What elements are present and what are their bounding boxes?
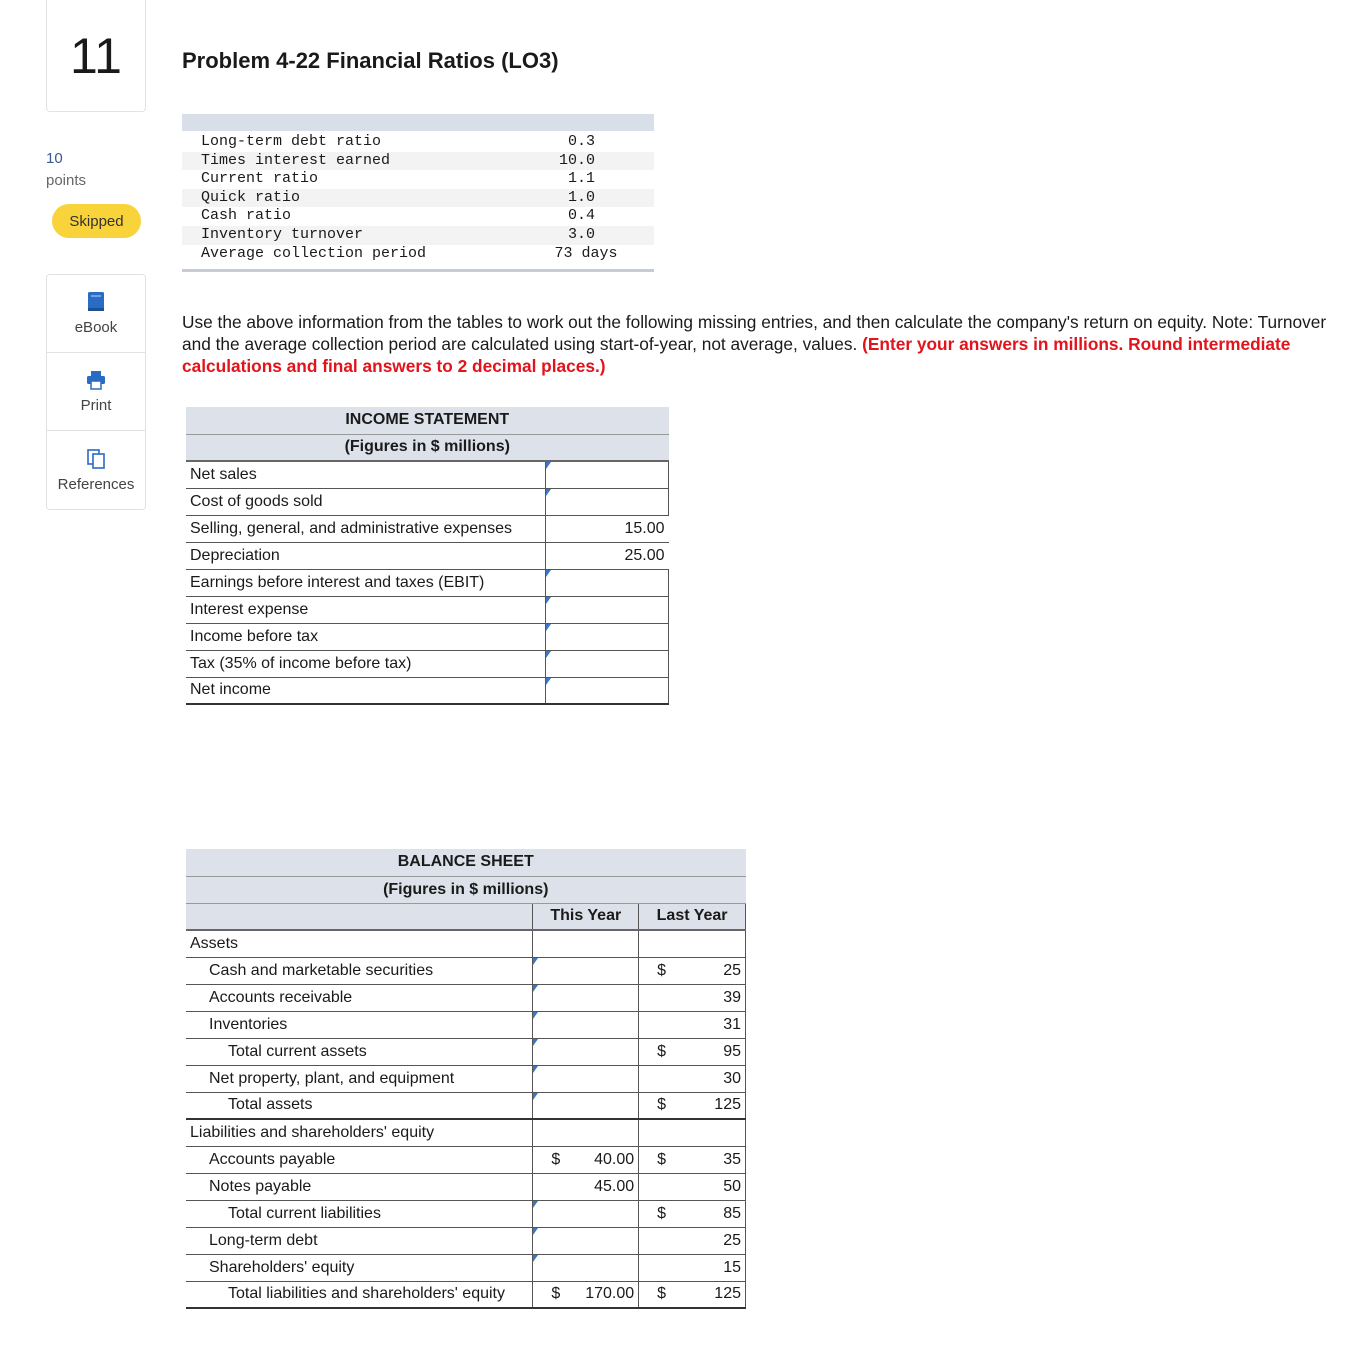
table-row — [186, 515, 669, 542]
last-year-value — [639, 1281, 746, 1308]
table-row — [186, 1173, 746, 1200]
ratio-row — [182, 226, 654, 245]
answer-field-input[interactable] — [546, 489, 668, 515]
ratio-value: 3.0 — [558, 225, 595, 243]
row-label: Accounts receivable — [186, 984, 533, 1011]
dollar-sign: $ — [657, 1285, 667, 1303]
ratio-name: Quick ratio — [201, 188, 301, 206]
table-row — [186, 984, 746, 1011]
ebook-button[interactable] — [47, 275, 145, 353]
references-label: References — [57, 475, 135, 493]
answer-field-input[interactable] — [533, 1093, 638, 1119]
last-year-value — [639, 1227, 746, 1254]
dollar-sign: $ — [657, 1204, 667, 1222]
ratio-row — [182, 207, 654, 226]
amount: 125 — [714, 1285, 741, 1303]
row-label: Selling, general, and administrative expenses — [186, 515, 546, 542]
ratio-value: 10.0 — [558, 151, 595, 169]
dollar-sign: $ — [657, 1096, 667, 1114]
table-row — [186, 1146, 746, 1173]
answer-field[interactable] — [533, 1254, 639, 1281]
table-row — [186, 677, 669, 704]
input-flag-icon — [533, 958, 538, 965]
empty-cell — [639, 1119, 746, 1146]
balance-sheet-table — [186, 849, 746, 1309]
income-statement-subtitle: (Figures in $ millions) — [186, 434, 669, 461]
last-year-value — [639, 957, 746, 984]
answer-field-input[interactable] — [546, 651, 668, 677]
ratio-value: 1.1 — [558, 170, 595, 188]
answer-field[interactable] — [546, 623, 669, 650]
page-title: Problem 4-22 Financial Ratios (LO3) — [182, 48, 559, 73]
amount: 39 — [723, 988, 741, 1006]
table-row — [186, 1092, 746, 1119]
answer-field-input[interactable] — [533, 1228, 638, 1254]
ratio-row — [182, 245, 654, 264]
empty-cell — [639, 930, 746, 957]
print-button[interactable] — [47, 353, 145, 431]
last-year-value — [639, 1011, 746, 1038]
amount: 25 — [723, 961, 741, 979]
input-flag-icon — [533, 1012, 538, 1019]
ratio-table — [182, 114, 654, 272]
instructions — [182, 311, 1354, 377]
row-label: Total current liabilities — [186, 1200, 533, 1227]
last-year-value — [639, 1065, 746, 1092]
amount: 125 — [714, 1096, 741, 1114]
answer-field[interactable] — [533, 984, 639, 1011]
row-label: Tax (35% of income before tax) — [186, 650, 546, 677]
last-year-value — [639, 1092, 746, 1119]
row-label: Depreciation — [186, 542, 546, 569]
row-label: Cost of goods sold — [186, 488, 546, 515]
input-flag-icon — [546, 570, 551, 577]
instructions-emphasis: (Enter your answers in millions. Round intermediate calculations and final answers to 2 decimal places.) — [182, 334, 1291, 376]
amount: 30 — [723, 1069, 741, 1087]
answer-field[interactable] — [546, 488, 669, 515]
points-value: 10 — [46, 150, 63, 167]
table-row — [186, 1065, 746, 1092]
ratio-value: 1.0 — [558, 188, 595, 206]
dollar-sign: $ — [551, 1150, 561, 1168]
table-row — [186, 930, 746, 957]
amount: 50 — [723, 1177, 741, 1195]
answer-field-input[interactable] — [546, 597, 668, 623]
book-icon — [85, 291, 107, 313]
documents-icon — [85, 448, 107, 470]
row-label: Notes payable — [186, 1173, 533, 1200]
column-header-last-year: Last Year — [639, 903, 746, 930]
row-label: Total liabilities and shareholders' equity — [186, 1281, 533, 1308]
table-row — [186, 488, 669, 515]
row-value: 15.00 — [546, 515, 669, 542]
answer-field-input[interactable] — [533, 985, 638, 1011]
printer-icon — [85, 369, 107, 391]
row-label: Total assets — [186, 1092, 533, 1119]
dollar-sign — [643, 1016, 657, 1034]
row-label: Cash and marketable securities — [186, 957, 533, 984]
answer-field[interactable] — [533, 957, 639, 984]
ratio-name: Average collection period — [201, 244, 427, 262]
ratio-name: Inventory turnover — [201, 225, 364, 243]
ratio-name: Times interest earned — [201, 151, 391, 169]
answer-field-input[interactable] — [533, 1255, 638, 1281]
ratio-value: 0.4 — [558, 207, 595, 225]
dollar-sign: $ — [551, 1285, 561, 1303]
status-badge: Skipped — [52, 204, 141, 238]
dollar-sign — [643, 989, 657, 1007]
dollar-sign — [643, 1070, 657, 1088]
answer-field[interactable] — [533, 1092, 639, 1119]
input-flag-icon — [546, 489, 551, 496]
last-year-value — [639, 1200, 746, 1227]
input-flag-icon — [546, 597, 551, 604]
answer-field[interactable] — [533, 1038, 639, 1065]
table-row — [186, 1038, 746, 1065]
amount: 45.00 — [594, 1177, 635, 1195]
ratio-name: Cash ratio — [201, 207, 292, 225]
input-flag-icon — [546, 462, 551, 469]
input-flag-icon — [546, 624, 551, 631]
dollar-sign: $ — [657, 1042, 667, 1060]
table-row — [186, 596, 669, 623]
amount: 40.00 — [594, 1150, 635, 1168]
input-flag-icon — [533, 1093, 538, 1100]
empty-cell — [533, 1119, 639, 1146]
column-header-blank — [186, 903, 533, 930]
ratio-value: 0.3 — [558, 133, 595, 150]
table-row — [186, 461, 669, 488]
ratio-row — [182, 133, 654, 152]
amount: 170.00 — [585, 1285, 635, 1303]
table-row — [186, 1227, 746, 1254]
row-label: Accounts payable — [186, 1146, 533, 1173]
row-label: Inventories — [186, 1011, 533, 1038]
ratio-row — [182, 152, 654, 171]
input-flag-icon — [533, 985, 538, 992]
last-year-value — [639, 1173, 746, 1200]
last-year-value — [639, 1146, 746, 1173]
ratio-value: 73 days — [536, 244, 618, 262]
input-flag-icon — [533, 1201, 538, 1208]
row-label: Interest expense — [186, 596, 546, 623]
row-label: Net income — [186, 677, 546, 704]
answer-field[interactable] — [546, 677, 669, 704]
answer-field-input[interactable] — [533, 1039, 638, 1065]
answer-field-input[interactable] — [533, 958, 638, 984]
last-year-value — [639, 984, 746, 1011]
amount: 95 — [723, 1042, 741, 1060]
this-year-value — [533, 1281, 639, 1308]
dollar-sign — [643, 1178, 657, 1196]
table-row — [186, 569, 669, 596]
table-row — [186, 957, 746, 984]
ratio-row — [182, 170, 654, 189]
row-value: 25.00 — [546, 542, 669, 569]
row-label: Net property, plant, and equipment — [186, 1065, 533, 1092]
table-row — [186, 1281, 746, 1308]
input-flag-icon — [533, 1039, 538, 1046]
ebook-label: eBook — [74, 319, 118, 336]
this-year-value — [533, 1146, 639, 1173]
table-row — [186, 1200, 746, 1227]
answer-field[interactable] — [533, 1200, 639, 1227]
row-label: Long-term debt — [186, 1227, 533, 1254]
answer-field[interactable] — [546, 650, 669, 677]
answer-field[interactable] — [546, 461, 669, 488]
answer-field[interactable] — [533, 1227, 639, 1254]
amount: 31 — [723, 1015, 741, 1033]
dollar-sign — [643, 1259, 657, 1277]
input-flag-icon — [546, 651, 551, 658]
answer-field-input[interactable] — [546, 570, 668, 596]
amount: 25 — [723, 1231, 741, 1249]
input-flag-icon — [546, 678, 551, 685]
table-row — [186, 1254, 746, 1281]
answer-field[interactable] — [533, 1011, 639, 1038]
row-label: Net sales — [186, 461, 546, 488]
answer-field-input[interactable] — [546, 678, 668, 704]
question-number: 11 — [46, 0, 146, 112]
references-button[interactable] — [47, 431, 145, 509]
input-flag-icon — [533, 1066, 538, 1073]
answer-field-input[interactable] — [533, 1012, 638, 1038]
income-statement-title: INCOME STATEMENT — [186, 407, 669, 434]
tool-panel — [46, 274, 146, 510]
column-header-this-year: This Year — [533, 903, 639, 930]
row-label: Total current assets — [186, 1038, 533, 1065]
answer-field-input[interactable] — [533, 1066, 638, 1092]
answer-field-input[interactable] — [533, 1201, 638, 1227]
table-row — [186, 542, 669, 569]
amount: 85 — [723, 1204, 741, 1222]
points-label: points — [46, 172, 87, 189]
print-label: Print — [80, 397, 112, 414]
table-row — [186, 1119, 746, 1146]
instructions-text: Use the above information from the tables to work out the following missing entries, and then calculate the company's return on equity. Note: Turnover and the average collection period are calculated using start-of-year, not average, values. — [182, 312, 1327, 354]
ratio-name: Long-term debt ratio — [201, 133, 382, 150]
amount: 15 — [723, 1258, 741, 1276]
input-flag-icon — [533, 1228, 538, 1235]
row-label: Shareholders' equity — [186, 1254, 533, 1281]
ratio-row — [182, 189, 654, 208]
answer-field[interactable] — [546, 569, 669, 596]
last-year-value — [639, 1254, 746, 1281]
row-label: Earnings before interest and taxes (EBIT) — [186, 569, 546, 596]
row-label: Income before tax — [186, 623, 546, 650]
last-year-value — [639, 1038, 746, 1065]
dollar-sign — [537, 1178, 551, 1196]
income-statement-table — [186, 407, 669, 705]
answer-field-input[interactable] — [546, 462, 668, 488]
balance-sheet-subtitle: (Figures in $ millions) — [186, 876, 746, 903]
answer-field[interactable] — [533, 1065, 639, 1092]
table-row — [186, 650, 669, 677]
liabilities-section-label: Liabilities and shareholders' equity — [186, 1119, 533, 1146]
dollar-sign — [643, 1232, 657, 1250]
ratio-name: Current ratio — [201, 170, 319, 188]
dollar-sign: $ — [657, 961, 667, 979]
table-row — [186, 623, 669, 650]
answer-field[interactable] — [546, 596, 669, 623]
amount: 35 — [723, 1150, 741, 1168]
empty-cell — [533, 930, 639, 957]
this-year-value — [533, 1173, 639, 1200]
table-row — [186, 1011, 746, 1038]
input-flag-icon — [533, 1255, 538, 1262]
balance-sheet-title: BALANCE SHEET — [186, 849, 746, 876]
dollar-sign: $ — [657, 1150, 667, 1168]
answer-field-input[interactable] — [546, 624, 668, 650]
assets-section-label: Assets — [186, 930, 533, 957]
